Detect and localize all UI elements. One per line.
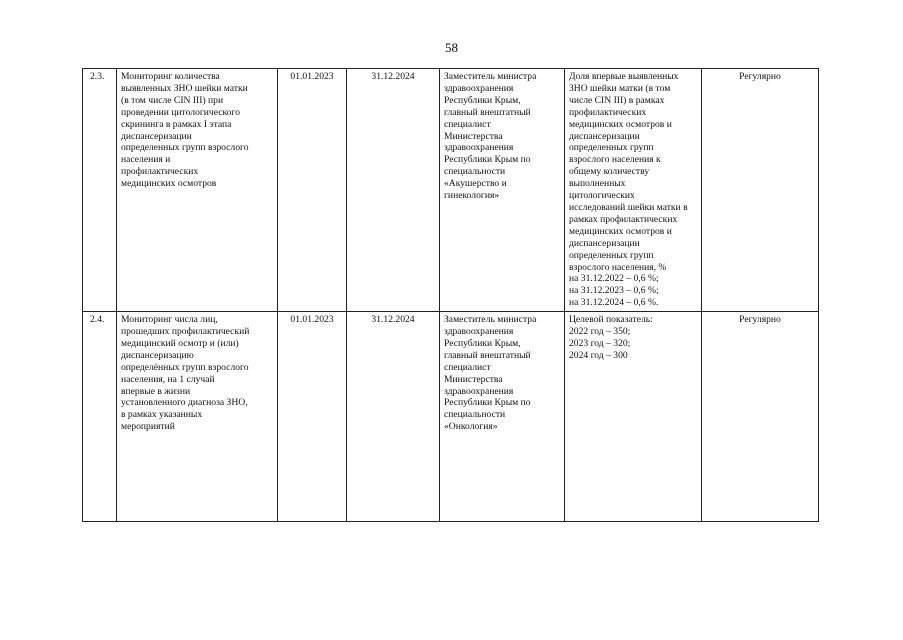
text-line: профилактических	[121, 166, 199, 178]
text-line: специалист	[444, 361, 491, 373]
text-line: «Акушерство и	[444, 178, 507, 190]
activity-name	[117, 69, 278, 312]
text-line: на 31.12.2023 – 0,6 %;	[569, 285, 659, 297]
text-line: медицинских осмотров и	[569, 118, 672, 130]
target-indicator	[565, 312, 702, 522]
text-line: главный внештатный	[444, 349, 531, 361]
text-line: медицинский осмотр и (или)	[121, 337, 239, 349]
text-line: Заместитель министра	[444, 314, 537, 326]
text-line: здравоохранения	[444, 142, 514, 154]
text-line: населения, на 1 случай	[121, 373, 215, 385]
text-line: Целевой показатель:	[569, 314, 653, 326]
text-line: в рамках указанных	[121, 409, 203, 421]
text-line: Министерства	[444, 130, 503, 142]
text-line: профилактических	[569, 106, 647, 118]
text-line: здравоохранения	[444, 385, 514, 397]
text-line: впервые в жизни	[121, 385, 191, 397]
row-number: 2.4.	[83, 312, 117, 522]
text-line: (в том числе CIN III) при	[121, 94, 224, 106]
text-line: скрининга в рамках I этапа	[121, 118, 232, 130]
text-line: здравоохранения	[444, 326, 514, 338]
periodicity: Регулярно	[702, 312, 819, 522]
text-line: Республики Крым,	[444, 337, 521, 349]
text-line: медицинских осмотров и	[569, 225, 672, 237]
text-line: медицинских осмотров	[121, 178, 217, 190]
end-date: 31.12.2024	[347, 69, 440, 312]
table-row	[83, 69, 819, 312]
text-line: Министерства	[444, 373, 503, 385]
text-line: определённых групп взрослого	[121, 361, 249, 373]
responsible-person	[440, 69, 565, 312]
page-number: 58	[445, 40, 458, 55]
row-number: 2.3.	[83, 69, 117, 312]
text-line: Заместитель министра	[444, 71, 537, 82]
text-line: ЗНО шейки матки (в том	[569, 82, 671, 94]
text-line: определенных групп	[569, 142, 654, 154]
text-line: 2022 год – 350;	[569, 326, 631, 338]
text-line: числе CIN III) в рамках	[569, 94, 665, 106]
periodicity: Регулярно	[702, 69, 819, 312]
text-line: взрослого населения к	[569, 154, 661, 166]
text-line: диспансеризации	[569, 237, 640, 249]
text-line: Доля впервые выявленных	[569, 71, 679, 82]
start-date: 01.01.2023	[278, 312, 347, 522]
text-line: мероприятий	[121, 421, 175, 433]
text-line: «Онкология»	[444, 421, 498, 433]
text-line: Республики Крым по	[444, 154, 531, 166]
text-line: исследований шейки матки в	[569, 201, 688, 213]
text-line: 2023 год – 320;	[569, 337, 631, 349]
text-line: взрослого населения, %	[569, 261, 667, 273]
text-line: Республики Крым по	[444, 397, 531, 409]
text-line: специальности	[444, 166, 506, 178]
responsible-person	[440, 312, 565, 522]
text-line: установленного диагноза ЗНО,	[121, 397, 248, 409]
activity-name	[117, 312, 278, 522]
text-line: Мониторинг числа лиц,	[121, 314, 218, 326]
text-line: прошедших профилактический	[121, 326, 250, 338]
text-line: специальности	[444, 409, 506, 421]
target-indicator	[565, 69, 702, 312]
text-line: диспансеризации	[569, 130, 640, 142]
text-line: диспансеризацию	[121, 349, 194, 361]
text-line: на 31.12.2022 – 0,6 %;	[569, 273, 659, 285]
start-date: 01.01.2023	[278, 69, 347, 312]
text-line: Мониторинг количества	[121, 71, 220, 82]
text-line: населения и	[121, 154, 171, 166]
text-line: диспансеризации	[121, 130, 192, 142]
text-line: 2024 год – 300	[569, 349, 628, 361]
text-line: цитологических	[569, 190, 635, 202]
text-line: выявленных ЗНО шейки матки	[121, 82, 248, 94]
text-line: на 31.12.2024 – 0,6 %.	[569, 297, 659, 309]
text-line: определенных групп	[569, 249, 654, 261]
activity-table	[82, 68, 819, 522]
text-line: проведении цитологического	[121, 106, 240, 118]
text-line: специалист	[444, 118, 491, 130]
text-line: здравоохранения	[444, 82, 514, 94]
text-line: гинекология»	[444, 190, 500, 202]
end-date: 31.12.2024	[347, 312, 440, 522]
text-line: рамках профилактических	[569, 213, 678, 225]
text-line: Республики Крым,	[444, 94, 521, 106]
table-row	[83, 312, 819, 522]
text-line: главный внештатный	[444, 106, 531, 118]
text-line: выполненных	[569, 178, 626, 190]
text-line: определенных групп взрослого	[121, 142, 249, 154]
text-line: общему количеству	[569, 166, 650, 178]
